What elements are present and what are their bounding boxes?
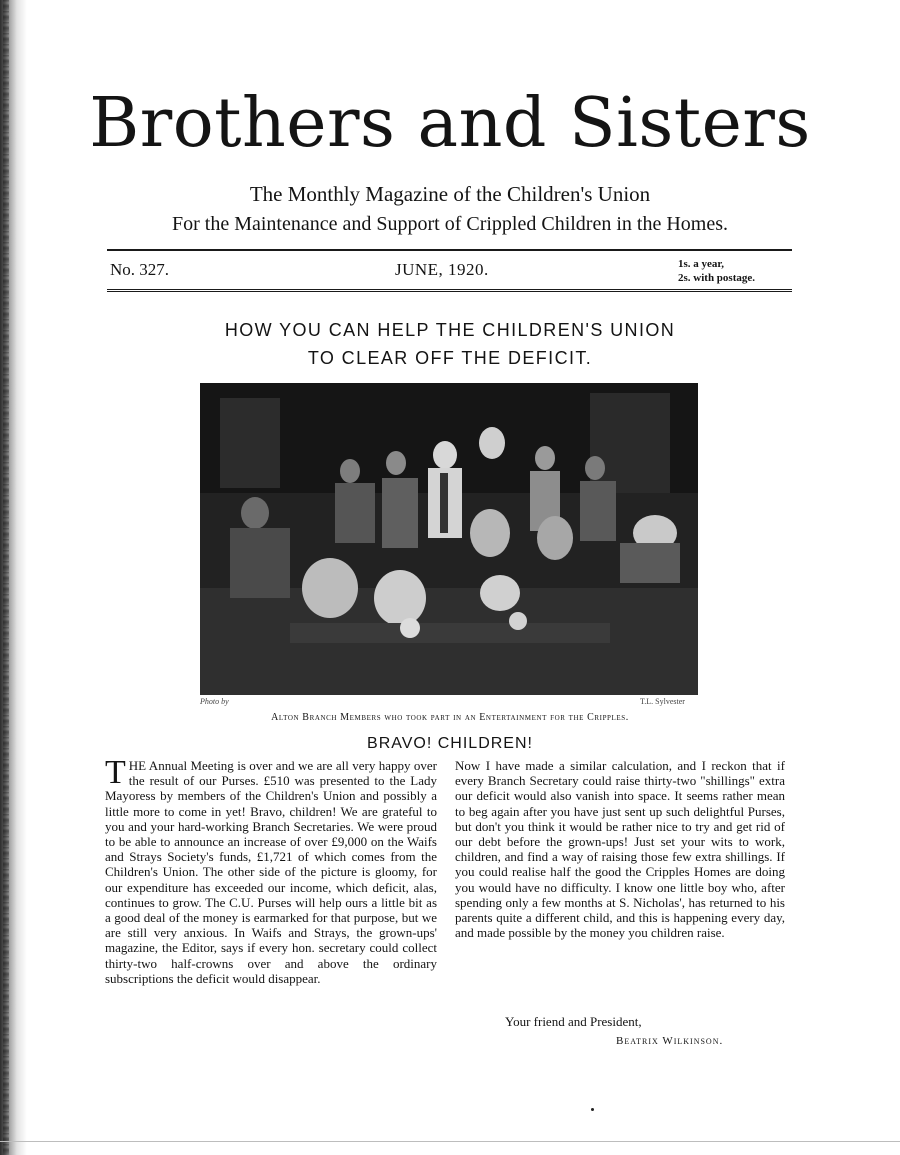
header-rule-top [107,249,792,251]
masthead-title: Brothers and Sisters [89,84,811,163]
issue-price [678,257,790,285]
headline [0,316,900,372]
price-line-1: 1s. a year, [678,258,725,270]
left-column-text: HE Annual Meeting is over and we are all very happy over the result of our Purses. £510 was presented to the Lady Mayoress by members of the Children's Union and possibly a little more to come in yet! Bravo, children! We are grateful to you and your hard-working Branch Secretaries. We were proud to be able to announce an increase of over £9,000 on the Waifs and Strays Society's funds, £1,721 of which comes from the Children's Union. The other side of the picture is gloomy, for our expenditure has exceeded our income, which deficit, alas, continues to grow. The C.U. Purses will help ours a little bit as a good deal of the money is earmarked for that purpose, but we are still very anxious. In Waifs and Strays, the grown-ups' magazine, the Editor, says if every hon. secretary could collect thirty-two half-crowns over and above the ordinary subscriptions the deficit would disappear. [105,758,437,986]
article-heading: BRAVO! CHILDREN! [367,735,533,752]
article-paragraph-left [105,754,437,986]
issue-date: JUNE, 1920. [395,260,489,279]
photo-credit-right: T.L. Sylvester [640,697,685,706]
scan-edge [0,0,30,1155]
headline-line-2: TO CLEAR OFF THE DEFICIT. [307,348,593,368]
drop-cap: T [105,754,126,791]
group-photograph [200,383,698,695]
ink-speck [591,1108,594,1111]
masthead-tagline: For the Maintenance and Support of Crippled Children in the Homes. [171,213,728,235]
photo-caption: Alton Branch Members who took part in an Entertainment for the Cripples. [271,712,629,723]
article-left-column [105,754,437,986]
page-bottom-edge [0,1141,900,1142]
headline-line-1: HOW YOU CAN HELP THE CHILDREN'S UNION [224,320,676,340]
signoff: Your friend and President, [505,1014,642,1029]
masthead-subtitle: The Monthly Magazine of the Children's Union [249,182,651,206]
issue-number: No. 327. [110,260,170,279]
signature: Beatrix Wilkinson. [616,1035,724,1047]
header-rule-bottom [107,289,792,292]
photo-credit-left: Photo by [200,697,229,706]
right-column-text: Now I have made a similar calculation, and I reckon that if every Branch Secretary could raise thirty-two "shillings" extra our deficit would also vanish into space. It seems rather mean to beg again after you have just sent up such delightful Purses, but don't you think it would be rather nice to try and get rid of our debt before the grown-ups! Just set your wits to work, children, and find a way of raising those few extra shillings. If you could realise half the good the Cripples Homes are doing you would have no difficulty. I know one little boy who, after spending only a few months at S. Nicholas', has returned to his parents quite a different child, and this is happening every day, and made possible by the money you children raise. [455,758,785,941]
article-right-column [455,758,785,940]
photo-image [200,383,698,695]
price-line-2: 2s. with postage. [678,272,756,284]
